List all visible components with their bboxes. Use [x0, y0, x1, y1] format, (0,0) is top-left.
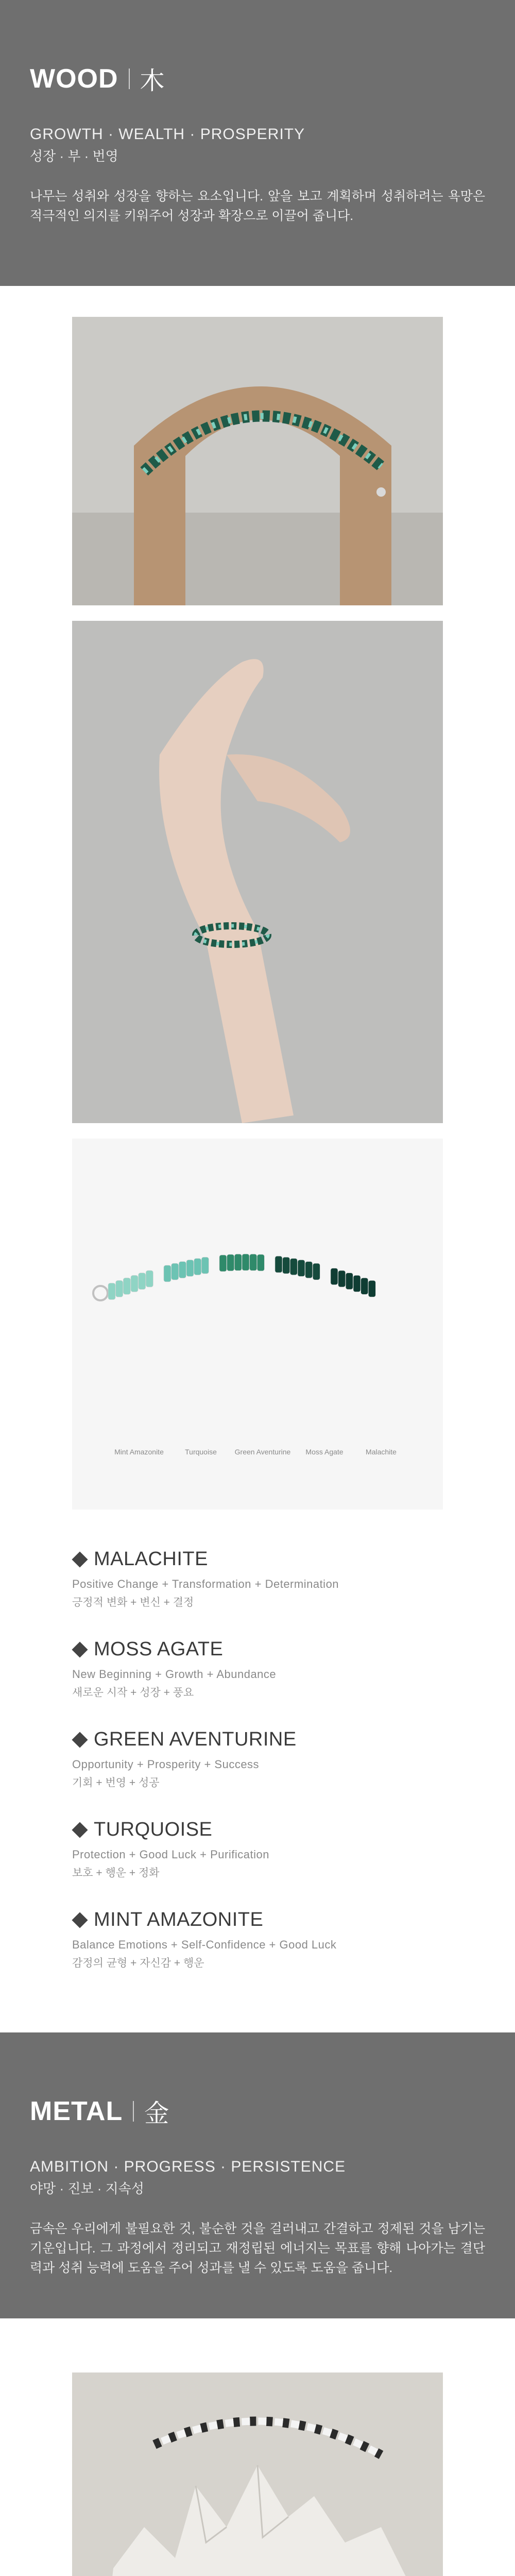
wood-subtitle: GROWTH · WEALTH · PROSPERITY [30, 126, 305, 143]
bead-label: Malachite [366, 1448, 397, 1456]
stone-mint-amazonite [72, 1909, 464, 1970]
stone-benefits-en: Positive Change + Transformation + Determination [72, 1578, 339, 1590]
bead-label: Moss Agate [305, 1448, 344, 1456]
wood-hanja: 木 [140, 66, 165, 95]
stone-benefits-ko: 기회 + 번영 + 성공 [72, 1777, 160, 1789]
metal-subtitle-ko: 야망 · 진보 · 지속성 [30, 2181, 145, 2196]
bead [171, 1263, 179, 1280]
bead [108, 1283, 115, 1300]
bead [346, 1273, 353, 1290]
bead [361, 1278, 368, 1294]
bead [242, 1254, 249, 1270]
bead [164, 1265, 171, 1282]
metal-title: METAL [30, 2096, 123, 2126]
diamond-bullet-icon [72, 1912, 88, 1928]
diamond-bullet-icon [72, 1641, 88, 1657]
stone-green-aventurine [72, 1728, 464, 1790]
wood-subtitle-ko: 성장 · 부 · 번영 [30, 148, 118, 164]
stone-benefits-en: Opportunity + Prosperity + Success [72, 1758, 260, 1771]
title-divider [133, 2101, 134, 2122]
metal-header-band [0, 2032, 515, 2318]
bead [283, 1257, 290, 1274]
diamond-bullet-icon [72, 1822, 88, 1838]
bead [146, 1270, 153, 1287]
stone-benefits-ko: 감정의 균형 + 자신감 + 행운 [72, 1957, 204, 1969]
bead [338, 1270, 346, 1287]
bead [331, 1268, 338, 1285]
bead [194, 1259, 201, 1275]
stone-name: GREEN AVENTURINE [94, 1728, 297, 1750]
bead [116, 1280, 123, 1297]
stone-benefits-ko: 긍정적 변화 + 변신 + 결정 [72, 1597, 194, 1608]
bead-label: Green Aventurine [234, 1448, 291, 1456]
bead [227, 1255, 234, 1271]
bead [257, 1255, 264, 1271]
stone-malachite [72, 1548, 464, 1609]
wood-photo-arm [72, 621, 443, 1123]
bead [131, 1275, 138, 1292]
wood-title: WOOD [30, 63, 118, 94]
bead [298, 1260, 305, 1276]
stone-benefits-ko: 보호 + 행운 + 정화 [72, 1867, 160, 1879]
stone-moss-agate [72, 1638, 464, 1700]
bead [234, 1254, 242, 1270]
bead-label: Turquoise [185, 1448, 217, 1456]
wood-description: 나무는 성취와 성장을 향하는 요소입니다. 앞을 보고 계획하며 성취하려는 욕망은 적극적인 의지를 키워주어 성장과 확장으로 이끌어 줍니다. [30, 189, 485, 223]
stone-name: MINT AMAZONITE [94, 1909, 264, 1930]
metal-description: 금속은 우리에게 불필요한 것, 불순한 것을 걸러내고 간결하고 정제된 것을 남기는 기운입니다. 그 과정에서 정리되고 재정립된 에너지는 목표를 향해 나아가는 결단력과 성취 능력에 도움을 주어 성과를 낼 수 있도록 도움을 줍니다. [30, 2222, 485, 2275]
bead [250, 1254, 257, 1270]
bead [123, 1278, 130, 1294]
bead [139, 1273, 146, 1290]
stone-turquoise [72, 1819, 464, 1880]
bead [290, 1259, 297, 1275]
bead [305, 1262, 313, 1278]
metal-title-row [30, 2093, 169, 2129]
metal-hanja: 金 [144, 2099, 169, 2128]
bead [353, 1275, 360, 1292]
stone-benefits-en: Balance Emotions + Self-Confidence + Good Luck [72, 1938, 337, 1951]
wood-title-row [30, 61, 165, 96]
bead [219, 1255, 227, 1272]
stone-benefits-en: Protection + Good Luck + Purification [72, 1848, 269, 1861]
title-divider [129, 69, 130, 89]
stone-benefits-en: New Beginning + Growth + Abundance [72, 1668, 277, 1681]
bead [186, 1260, 194, 1276]
stone-name: MOSS AGATE [94, 1638, 224, 1660]
bead [313, 1263, 320, 1280]
bead [368, 1280, 375, 1297]
stone-benefits-ko: 새로운 시작 + 성장 + 풍요 [72, 1687, 194, 1699]
wood-photo-arch [72, 317, 443, 605]
bead [275, 1256, 282, 1273]
wood-header-band [0, 0, 515, 286]
wood-photo-flatlay [72, 1139, 443, 1510]
bead [201, 1257, 209, 1274]
diamond-bullet-icon [72, 1551, 88, 1567]
metal-photo-crystal [72, 2372, 443, 2576]
stone-name: MALACHITE [94, 1548, 208, 1570]
stone-name: TURQUOISE [94, 1819, 213, 1840]
bead-label: Mint Amazonite [114, 1448, 164, 1456]
diamond-bullet-icon [72, 1732, 88, 1748]
metal-subtitle: AMBITION · PROGRESS · PERSISTENCE [30, 2158, 346, 2175]
bead [179, 1262, 186, 1278]
